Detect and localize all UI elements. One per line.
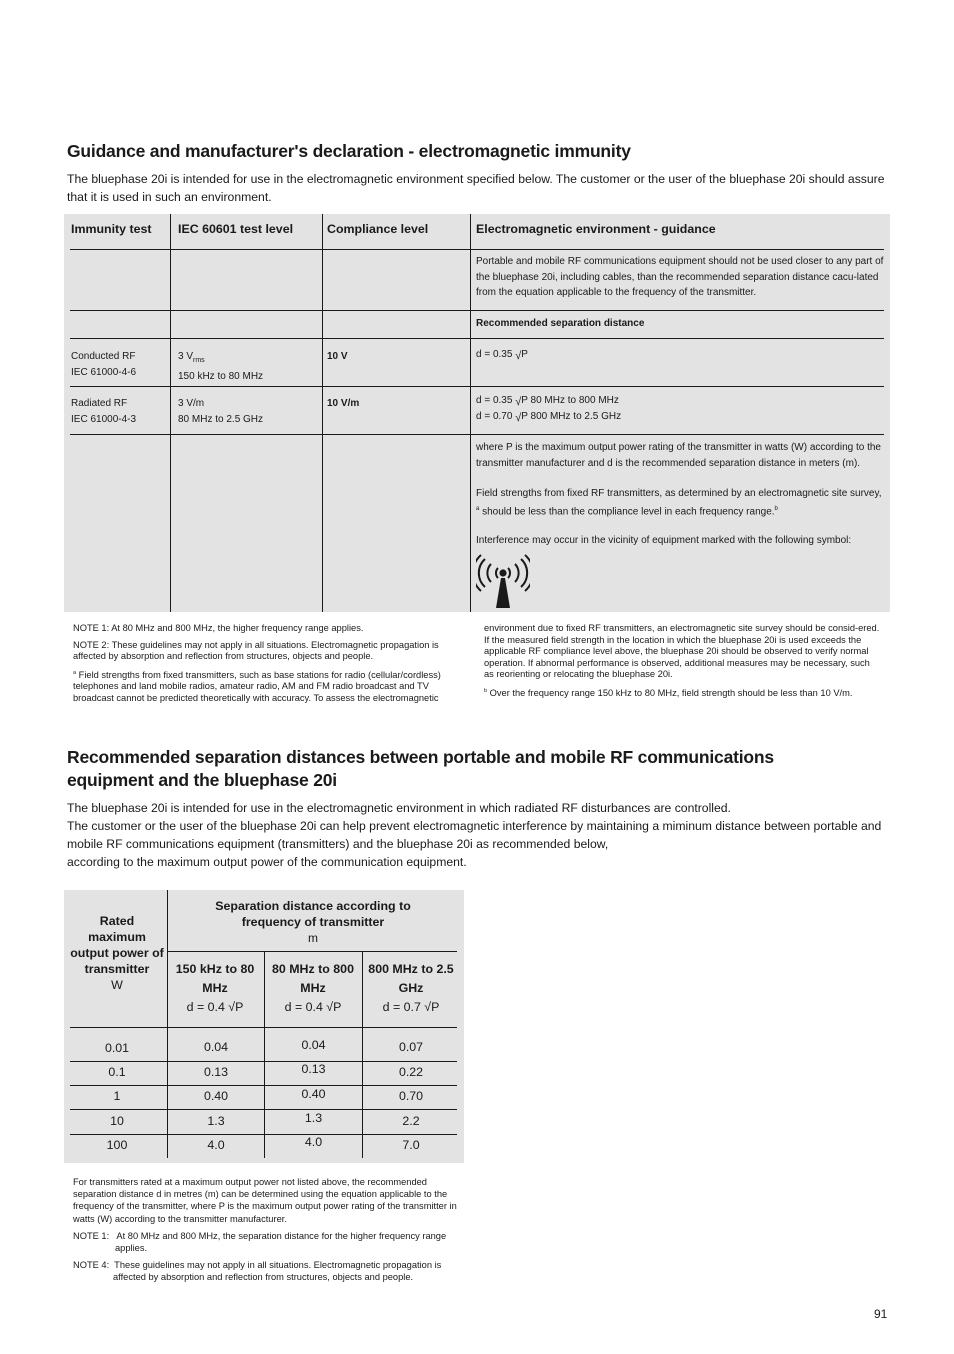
sqrt-symbol: √ [515,411,522,424]
section2-intro: The bluephase 20i is intended for use in the electromagnetic environment in which radiated RF disturbances are controlled. The customer or the user of the bluephase 20i can help prevent electromagnetic interference by maintaining a miminum distance between portable and mobile RF communications equipment (transmitters) and the bluephase 20i as recommended below, according to the maximum output power of the communication equipment. [67,801,882,869]
distance-cell: 4.0 [207,1138,225,1152]
notes-right: environment due to fixed RF transmitters, an electromagnetic site survey should be consid-ered. If the measured field strength in the location in which the bluephase 20i is used exceeds the applicable RF compliance level above, the bluephase 20i should be observed to verify normal operation. If abnormal performance is observed, additional measures may be necessary, such as reorienting or relocating the bluephase 20i. $^b$ Over the frequency range 150 kHz to 80 MHz, field strength should be less than 10 V/m. [484,623,880,699]
sqrt-symbol: √ [515,350,522,362]
band-header-3: 800 MHz to 2.5 GHz d = 0.7 √P [368,962,454,1014]
recommended-distance-label: Recommended separation distance [476,318,645,329]
row-divider [70,1134,457,1135]
section2-notes: For transmitters rated at a maximum output power not listed above, the recommended separation distance d in metres (m) can be determined using the equation applicable to the frequency of the transmitter, where P is the maximum output power rating of the transmitter in watts (W) according to the transmitter manufacturer. NOTE 1: At 80 MHz and 800 MHz, the separation distance for the higher frequency range applies. NOTE 4: These guidelines may not apply in all situations. Electromagnetic propagation is affected by absorption and reflection from structures, objects and people. [73,1177,457,1283]
row-divider [70,310,884,311]
band-header-1: 150 kHz to 80 MHz d = 0.4 √P [175,962,255,1014]
distance-cell: 0.40 [203,1089,229,1103]
section1-intro: The bluephase 20i is intended for use in the electromagnetic environment specified below. The customer or the user of the bluephase 20i should assure that it is used in such an environment. [67,172,885,204]
band-header-2: 80 MHz to 800 MHz d = 0.4 √P [272,962,354,1014]
separation-header: Separation distance according to frequency of transmitter m [215,899,411,945]
distance-cell: 2.2 [402,1114,420,1128]
power-cell: 0.1 [108,1065,126,1079]
conducted-rf-level: 3 $V_{rms}$ 150 kHz to 80 MHz [178,351,264,382]
page-number: 91 [874,1307,888,1321]
conducted-rf-compliance: 10 V [327,351,348,362]
header-immunity-test: Immunity test [71,222,152,236]
distance-cell: 1.3 [207,1114,225,1128]
distance-cell: 4.0 [304,1135,323,1149]
distance-cell: 0.04 [203,1040,229,1054]
non-ionizing-radiation-icon [476,552,530,608]
section2-title: Recommended separation distances between portable and mobile RF communications equipment and the bluephase 20i [67,747,774,790]
distance-cell: 0.70 [398,1089,424,1103]
conducted-rf-test: Conducted RF IEC 61000-4-6 [71,351,137,378]
header-compliance-level: Compliance level [327,222,429,236]
conducted-rf-formula: d = 0.35 √P [476,347,528,363]
power-cell: 100 [106,1138,128,1152]
column-divider [470,214,471,612]
guidance-footer-p2: Field strengths from fixed RF transmitters, as determined by an electromagnetic site survey, $^a$ should be less than the compliance level in each frequency range.$^b$ [476,488,882,517]
section1-title: Guidance and manufacturer's declaration - electromagnetic immunity [67,141,631,161]
column-divider [322,214,323,612]
guidance-footer-p3: Interference may occur in the vicinity of equipment marked with the following symbol: [476,535,852,546]
power-cell: 0.01 [104,1041,130,1055]
notes-left: NOTE 1: At 80 MHz and 800 MHz, the higher frequency range applies. NOTE 2: These guidelines may not apply in all situations. Electromagnetic propagation is affected by absorption and reflection from structures, objects and people. $^a$ Field strengths from fixed transmitters, such as base stations for radio (cellular/cordless) telephones and land mobile radios, amateur radio, AM and FM radio broadcast and TV broadcast cannot be predicted theoretically with accuracy. To assess the electromagnetic [73,623,441,704]
row-divider [70,1109,457,1110]
row-divider [70,338,884,339]
guidance-footer-p1: where P is the maximum output power rating of the transmitter in watts (W) according to the transmitter manufacturer and d is the recommended separation distance in meters (m). [476,442,881,469]
distance-cell: 0.07 [398,1040,424,1054]
distance-cell: 0.04 [301,1038,326,1052]
radiated-rf-compliance: 10 V/m [327,398,360,409]
radiated-rf-level: 3 V/m 80 MHz to 2.5 GHz [178,398,264,425]
radiated-rf-test: Radiated RF IEC 61000-4-3 [71,398,137,425]
separation-distance-table [64,890,464,1163]
guidance-intro: Portable and mobile RF communications equipment should not be used closer to any part of the bluephase 20i, including cables, than the recommended separation distance cacu-lated from the equation applicable to the frequency of the transmitter. [476,256,884,298]
header-test-level: IEC 60601 test level [178,222,294,236]
column-divider [264,951,265,1158]
row-divider [70,434,884,435]
column-divider [170,214,171,612]
row-divider [70,1027,457,1028]
distance-cell: 1.3 [304,1111,323,1125]
distance-cell: 7.0 [402,1138,420,1152]
radiated-rf-formula: d = 0.35 √P 80 MHz to 800 MHz d = 0.70 √P 800 MHz to 2.5 GHz [476,393,621,424]
row-divider [70,249,884,250]
rated-power-header: Rated maximum output power of transmitter W [70,914,164,992]
row-divider [70,386,884,387]
row-divider [167,951,457,952]
distance-cell: 0.13 [203,1065,229,1079]
distance-cell: 0.13 [301,1062,326,1076]
row-divider [70,1061,457,1062]
distance-cell: 0.22 [398,1065,424,1079]
distance-cell: 0.40 [301,1087,326,1101]
sqrt-symbol: √ [515,396,522,408]
row-divider [70,1085,457,1086]
header-guidance: Electromagnetic environment - guidance [476,222,716,236]
immunity-table [64,214,890,612]
power-cell: 10 [110,1114,124,1128]
power-cell: 1 [113,1089,121,1103]
